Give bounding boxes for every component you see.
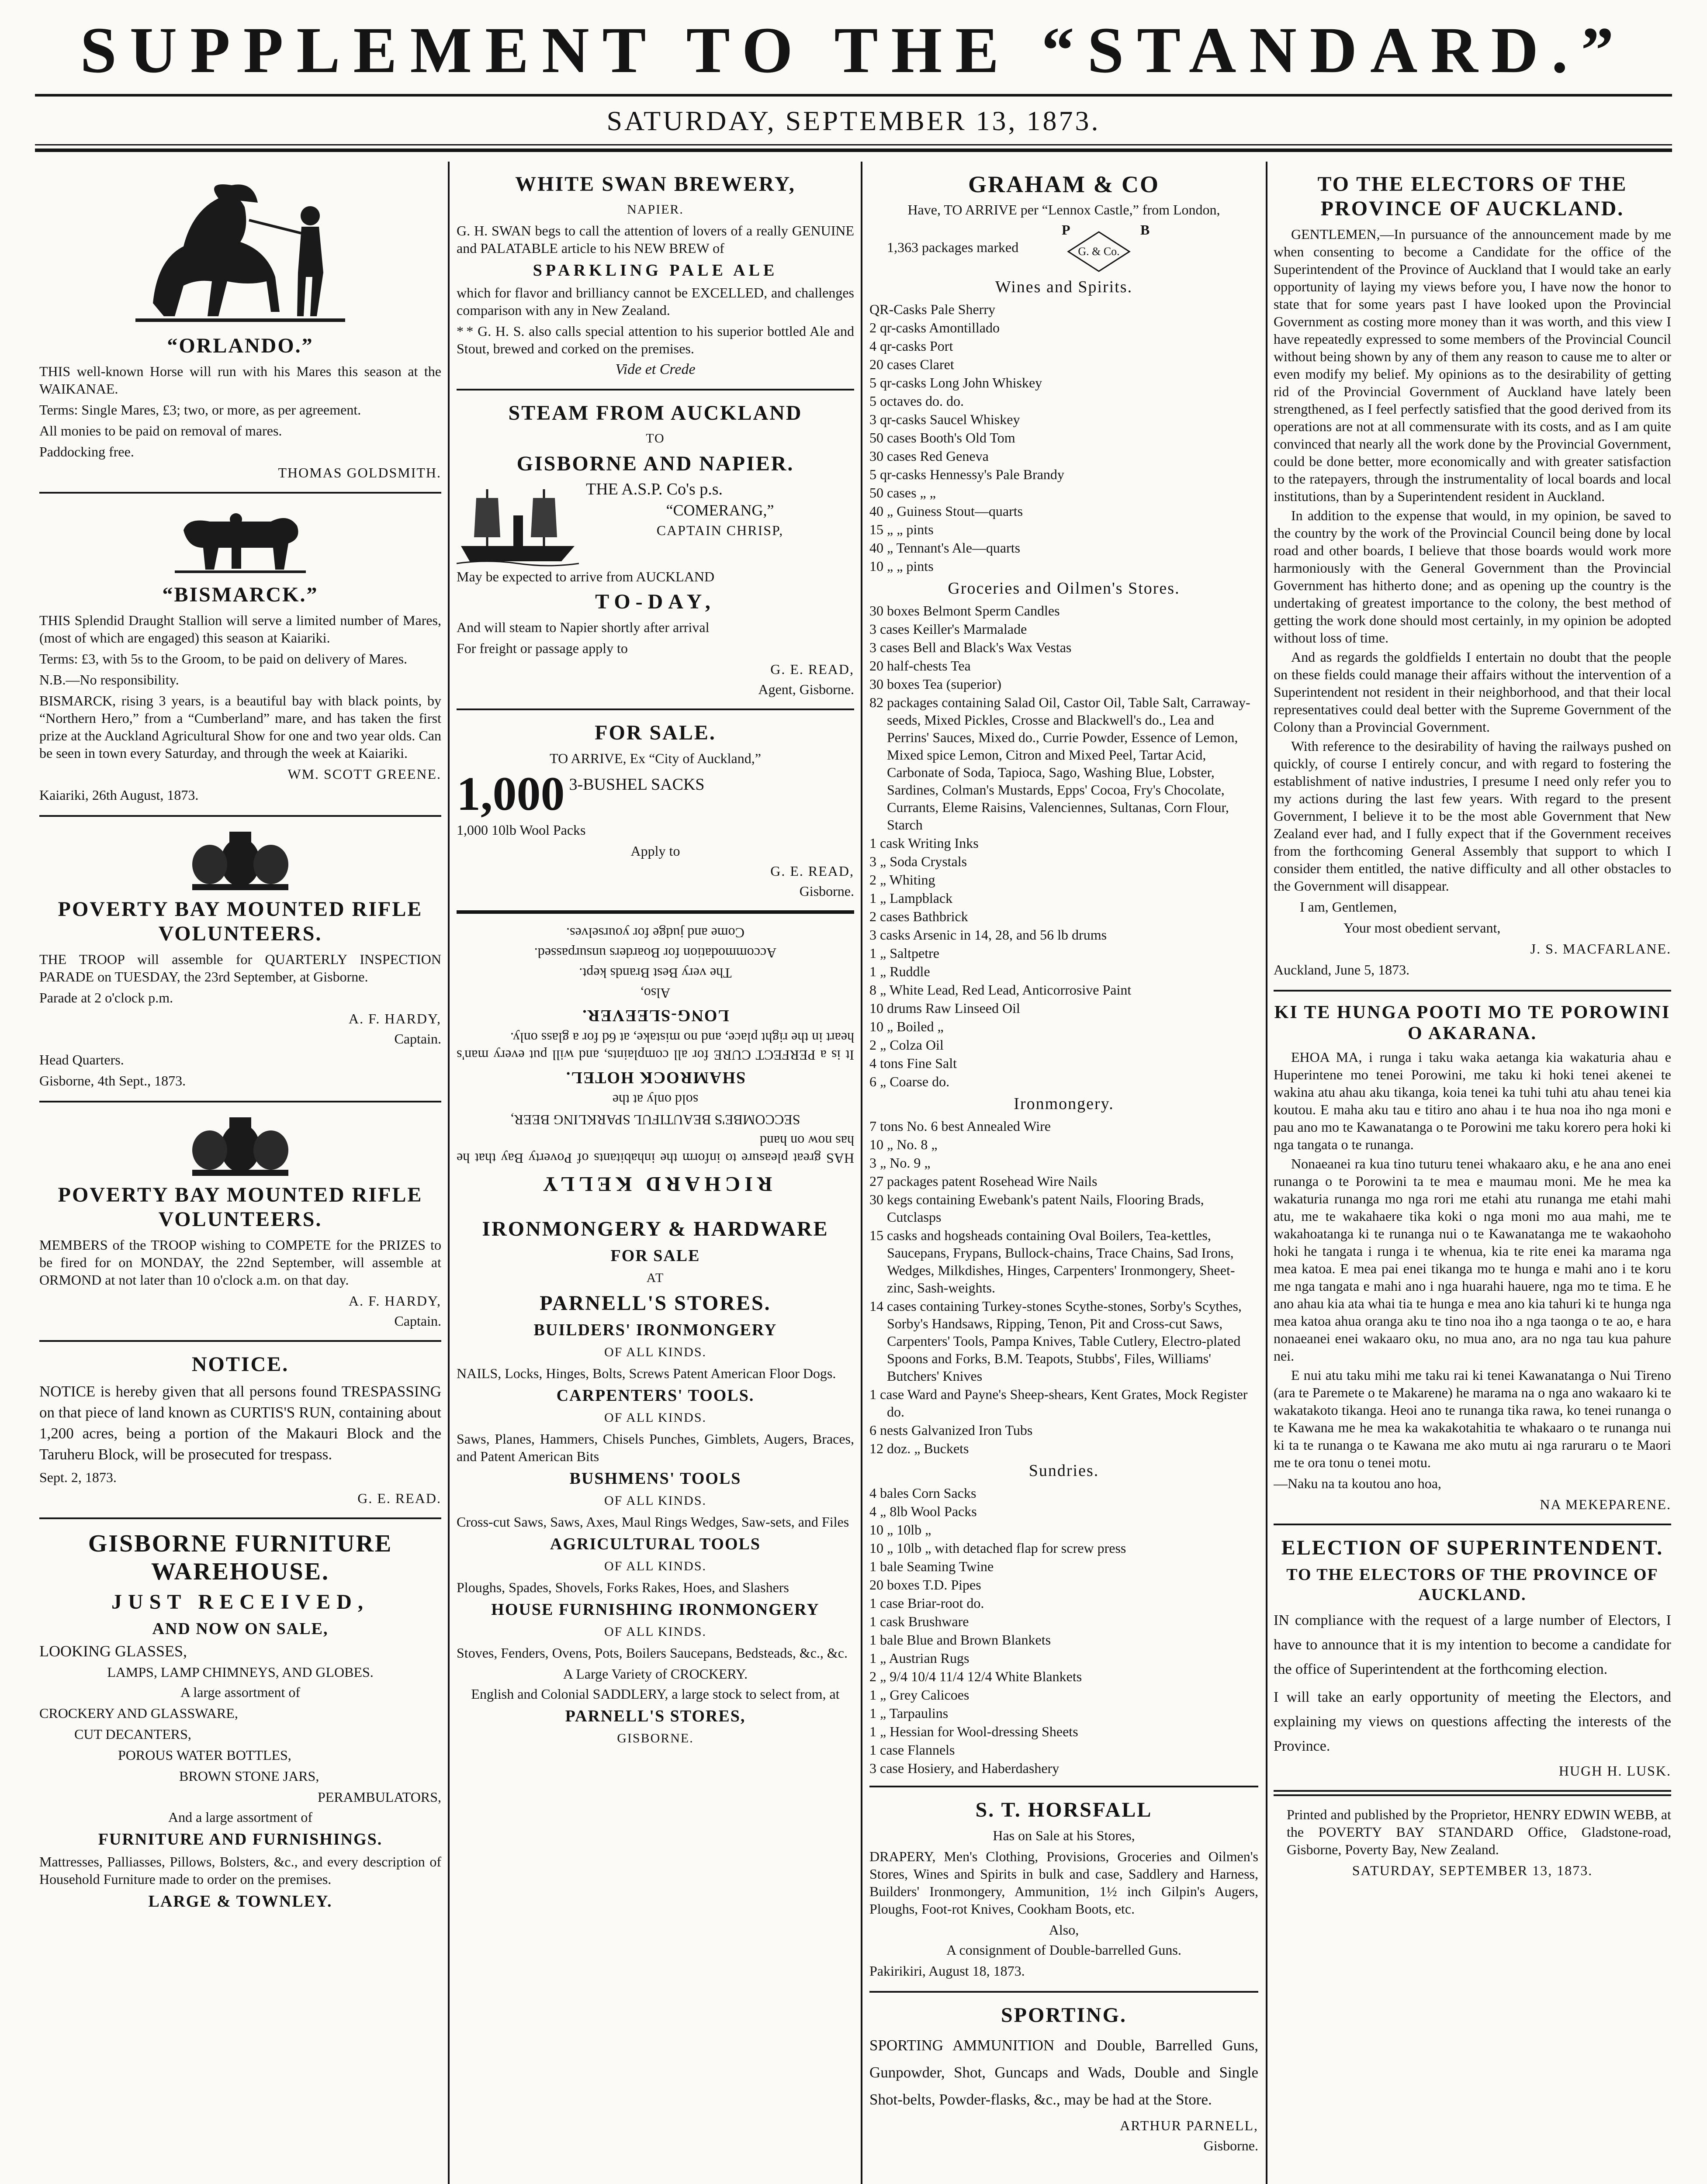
graham-list-item: 20 cases Claret — [869, 356, 954, 372]
rifles-prizes-ad — [39, 1102, 441, 1342]
furniture-line: CROCKERY AND GLASSWARE, — [39, 1705, 238, 1721]
orlando-ad — [39, 162, 441, 494]
horsfall-also: Also, — [1049, 1922, 1079, 1938]
imprint-date: SATURDAY, SEPTEMBER 13, 1873. — [1352, 1863, 1593, 1878]
election-ad — [1274, 1525, 1671, 1792]
election-title: ELECTION OF SUPERINTENDENT. — [1281, 1536, 1664, 1559]
brewery-title: WHITE SWAN BREWERY, — [515, 173, 796, 196]
furniture-line: LAMPS, LAMP CHIMNEYS, AND GLOBES. — [107, 1664, 374, 1680]
graham-mark: G. & Co. — [1078, 245, 1120, 258]
graham-list-item: 15 „ „ pints — [869, 522, 934, 537]
rifles-inspection-title: POVERTY BAY MOUNTED RIFLE VOLUNTEERS. — [58, 898, 423, 945]
election-paragraph: I will take an early opportunity of meeting the Electors, and explaining my views on questions affecting the interests of the Province. — [1274, 1689, 1671, 1754]
trespass-notice — [39, 1342, 441, 1519]
graham-list-item: 5 octaves do. do. — [869, 393, 964, 409]
sale-apply: Apply to — [630, 843, 680, 859]
graham-list-item: 3 „ Soda Crystals — [869, 854, 967, 869]
column-rule — [1266, 162, 1267, 2184]
graham-list-item: 50 cases „ „ — [869, 485, 936, 501]
graham-list-item: 1 „ Tarpaulins — [869, 1705, 949, 1721]
furniture-line: CUT DECANTERS, — [74, 1726, 191, 1742]
column-1 — [39, 162, 441, 2184]
bismarck-terms: Terms: £3, with 5s to the Groom, to be paid on delivery of Mares. — [39, 651, 408, 667]
graham-list-item: 2 „ Colza Oil — [869, 1037, 944, 1053]
parnell-heading: HOUSE FURNISHING IRONMONGERY — [491, 1600, 820, 1619]
graham-list-item: 1 „ Grey Calicoes — [869, 1687, 969, 1703]
graham-title: GRAHAM & CO — [968, 171, 1160, 197]
electors-place: Auckland, June 5, 1873. — [1274, 962, 1410, 978]
graham-list-item: 4 „ 8lb Wool Packs — [869, 1503, 977, 1519]
graham-list-item: 2 „ 9/4 10/4 11/4 12/4 White Blankets — [869, 1669, 1082, 1684]
sporting-signature: ARTHUR PARNELL, — [1120, 2118, 1258, 2133]
rifles-inspection-place: Gisborne, 4th Sept., 1873. — [39, 1073, 186, 1089]
graham-list-item: 3 casks Arsenic in 14, 28, and 56 lb drums — [869, 927, 1107, 943]
furniture-signature: LARGE & TOWNLEY. — [148, 1892, 332, 1911]
graham-list-item: 1 bale Seaming Twine — [869, 1559, 994, 1574]
date-rule-top — [35, 144, 1672, 145]
furniture-line: BROWN STONE JARS, — [179, 1768, 319, 1784]
furniture-line: Mattresses, Palliasses, Pillows, Bolsters, &c., and every description of Household Furniture made to order on the premises. — [39, 1854, 441, 1887]
rifles-prizes-signature: A. F. HARDY, — [349, 1293, 441, 1309]
graham-list-item: 27 packages patent Rosehead Wire Nails — [869, 1173, 1098, 1189]
kelly-sold: sold only at the — [612, 1092, 699, 1108]
sale-quantity: 1,000 — [457, 770, 565, 818]
graham-list-item: 20 half-chests Tea — [869, 658, 971, 674]
brewery-body-3: * * G. H. S. also calls special attention to his superior bottled Ale and Stout, brewed and corked on the premises. — [457, 323, 854, 356]
bismarck-nb: N.B.—No responsibility. — [39, 672, 179, 688]
sporting-place: Gisborne. — [1203, 2138, 1258, 2153]
rifles-inspection-signature: A. F. HARDY, — [349, 1011, 441, 1026]
graham-list-item: 2 cases Bathbrick — [869, 909, 968, 924]
kelly-hotel-ad-upside-down — [457, 912, 854, 1206]
horsfall-sub: Has on Sale at his Stores, — [993, 1828, 1135, 1843]
royal-arms-engraving — [184, 1113, 297, 1178]
graham-list-item: 14 cases containing Turkey-stones Scythe-stones, Sorby's Scythes, Sorby's Handsaws, Ripping, Tenon, Pit and Cross-cut Saws, Carpenters' Tools, Pampa Knives, Table Cutlery, Electro-plated Spoons and Forks, B.M. Teapots, Stubbs', Files, Williams' Butchers' Knives — [869, 1298, 1242, 1384]
maori-address — [1274, 992, 1671, 1525]
electors-paragraph: With reference to the desirability of having the railways pushed on quickly, of course I entirely concur, and with regard to fostering the establishment of native industries, I presume I need only refer you to my actions during the last few years. With regard to the present Government, I believe it to be the most able Government that New Zealand ever had, and I fully expect that if the Government receives from the forthcoming General Assembly that support to which I consider them entitled, the native difficulty and all other obstacles to the Government will disappear. — [1274, 738, 1671, 894]
orlando-signature: THOMAS GOLDSMITH. — [278, 465, 441, 480]
graham-list-item: 30 kegs containing Ewebank's patent Nails, Flooring Brads, Cutclasps — [869, 1192, 1204, 1225]
orlando-terms: Terms: Single Mares, £3; two, or more, as per agreement. — [39, 402, 361, 418]
graham-list-item: 5 qr-casks Long John Whiskey — [869, 375, 1042, 390]
kelly-accommodation: Accommodation for Boarders unsurpassed. — [534, 945, 777, 961]
graham-groceries-list — [869, 602, 1258, 1090]
graham-list-item: 40 „ Tennant's Ale—quarts — [869, 540, 1021, 556]
column-rule — [448, 162, 450, 2184]
maori-paragraph: Nonaeanei ra kua tino tuturu tenei whakaaro aku, e he ana ano enei runanga o te Porowini ta te mea e maumau moni. Me he mea ka wakaturia runanga mo nga rori me etahi atu runanga me etahi mahi atu, me te wakahaere tika koki o nga moni mo aua mahi, me te wakahoatanga ki te runanga nui o te Kawanatanga me te wakaohoho hoki he tangata i runga i te whenua, kia te rite enei ka marama nga mea katoa. E mea pai enei tikanga mo te hunga e mahi ano i te koru me nga tangata e mahi ano i nga huarahi hauere, nga mo te tima. E he ano ahau kia ata whai tia te hunga e mea ano kia tahuri ki te hunga nga mea katoa ahua oranga aku te tino noa iho a nga taonga o te ao, e hara nonaeanei enei wakaaro oku, no mua ano, ara no nga tau kua pahure nei. — [1274, 1156, 1671, 1364]
graham-list-item: 1 cask Brushware — [869, 1614, 969, 1629]
column-4 — [1274, 162, 1671, 2184]
brewery-body: G. H. SWAN begs to call the attention of lovers of a really GENUINE and PALATABLE article to his NEW BREW of — [457, 223, 854, 256]
furniture-title: GISBORNE FURNITURE WAREHOUSE. — [88, 1530, 393, 1585]
horsfall-guns: A consignment of Double-barrelled Guns. — [946, 1942, 1181, 1958]
brewery-place: NAPIER. — [627, 202, 684, 217]
graham-list-item: 10 „ „ pints — [869, 558, 934, 574]
furniture-line: A large assortment of — [180, 1684, 300, 1700]
graham-packages: 1,363 packages marked — [887, 239, 1019, 255]
parnell-stores: PARNELL'S STORES. — [540, 1292, 771, 1315]
horsfall-body: DRAPERY, Men's Clothing, Provisions, Groceries and Oilmen's Stores, Wines and Spirits in bulk and case, Saddlery and Harness, Builders' Ironmongery, Ammunition, 1½ inch Gilpin's Augers, Ploughs, Foot-rot Knives, Cookham Boots, etc. — [869, 1849, 1258, 1917]
horse-and-groom-engraving — [118, 172, 363, 329]
graham-list-item: 10 „ No. 8 „ — [869, 1137, 938, 1152]
parnell-heading: BUSHMENS' TOOLS — [569, 1469, 741, 1488]
graham-list-item: 8 „ White Lead, Red Lead, Anticorrosive Paint — [869, 982, 1132, 998]
rifles-inspection-ad — [39, 817, 441, 1102]
parnell-saddlery: English and Colonial SADDLERY, a large stock to select from, at — [471, 1686, 840, 1702]
graham-list-item: 12 doz. „ Buckets — [869, 1441, 969, 1456]
parnell-items: Ploughs, Spades, Shovels, Forks Rakes, Hoes, and Slashers — [457, 1579, 789, 1595]
parnell-kinds: OF ALL KINDS. — [604, 1559, 707, 1573]
graham-list-item: 50 cases Booth's Old Tom — [869, 430, 1015, 446]
bismarck-description: BISMARCK, rising 3 years, is a beautiful bay with black points, by “Northern Hero,” from a “Cumberland” mare, and has taken the first prize at the Auckland Agricultural Show for one and two year olds. Can be seen in town every Saturday, and through the week at Kaiariki. — [39, 693, 441, 761]
graham-ad — [869, 162, 1258, 1787]
electors-paragraph: GENTLEMEN,—In pursuance of the announcement made by me when consenting to become a Candidate for the office of the Superintendent of the Province of Auckland that I would take an early opportunity of laying my views before you, I have now the honor to state that for some years past I have looked upon the Provincial Government as costing more money than it was worth, and this view I have repeatedly expressed to some members of the Provincial Council without being shown by any of them any reason to cause me to alter or even modify my belief. My opinions as to the desirability of getting rid of the Provincial Government of Auckland have lately been strengthened, as I feel perfectly satisfied that the good derived from its operations are not at all commensurate with its costs, and as I am quite convinced that nearly all the work done by the Provincial Government, could be done better, more economically and with greater satisfaction to the ratepayers, through the instrumentality of local boards and local institutions, than by a Superintendent resident in Auckland. — [1274, 226, 1671, 504]
graham-list-item: 30 boxes Tea (superior) — [869, 676, 1001, 692]
graham-list-item: 40 „ Guiness Stout—quarts — [869, 503, 1023, 519]
parnell-title: IRONMONGERY & HARDWARE — [482, 1217, 829, 1241]
bismarck-title: “BISMARCK.” — [162, 583, 319, 606]
parnell-items: Stoves, Fenders, Ovens, Pots, Boilers Saucepans, Bedsteads, &c., &c. — [457, 1645, 848, 1661]
graham-list-item: 1 „ Austrian Rugs — [869, 1650, 969, 1666]
election-paragraph: IN compliance with the request of a large number of Electors, I have to announce that it is my intention to become a candidate for the office of Superintendent at the forthcoming election. — [1274, 1612, 1671, 1677]
graham-list-item: 4 bales Corn Sacks — [869, 1485, 976, 1501]
maori-signature: NA MEKEPARENE. — [1540, 1496, 1671, 1512]
furniture-received: JUST RECEIVED, — [111, 1590, 369, 1614]
issue-date: SATURDAY, SEPTEMBER 13, 1873. — [606, 105, 1101, 136]
graham-list-item: 6 „ Coarse do. — [869, 1074, 950, 1089]
steamer-line: May be expected to arrive from AUCKLAND — [457, 569, 715, 584]
parnell-heading: BUILDERS' IRONMONGERY — [533, 1321, 777, 1339]
horsfall-place: Pakirikiri, August 18, 1873. — [869, 1963, 1025, 1979]
graham-list-item: 10 „ Boiled „ — [869, 1019, 944, 1034]
steamer-today: TO-DAY, — [595, 590, 716, 613]
notice-signature: G. E. READ. — [357, 1490, 441, 1506]
macfarlane-address — [1274, 162, 1671, 992]
graham-mark-p: P — [1062, 222, 1070, 238]
graham-list-item: 3 case Hosiery, and Haberdashery — [869, 1760, 1060, 1776]
parnell-items: NAILS, Locks, Hinges, Bolts, Screws Patent American Floor Dogs. — [457, 1365, 836, 1381]
sale-place: Gisborne. — [799, 883, 854, 899]
graham-ironmongery-list — [869, 1117, 1258, 1457]
graham-list-item: 82 packages containing Salad Oil, Castor Oil, Table Salt, Carraway-seeds, Mixed Pickles, Crosse and Blackwell's do., Lea and Perrins' Sauces, Mixed do., Currie Powder, Essence of Lemon, Mixed spice Lemon, Citron and Mixed Peel, Tartar Acid, Carbonate of Soda, Tapioca, Sago, Washing Blue, Lobster, Sardines, Colman's Mustards, Epps' Cocoa, Fry's Chocolate, Currants, Eleme Raisins, Valenciennes, Sultanas, Corn Flour, Starch — [869, 695, 1250, 833]
royal-arms-engraving — [184, 827, 297, 893]
brewery-body-2: which for flavor and brilliancy cannot be EXCELLED, and challenges comparison with any in New Zealand. — [457, 285, 854, 318]
parnell-at: AT — [646, 1271, 665, 1285]
parnell-items: Cross-cut Saws, Saws, Axes, Maul Rings Wedges, Saw-sets, and Files — [457, 1514, 849, 1530]
graham-list-item: 6 nests Galvanized Iron Tubs — [869, 1422, 1033, 1438]
bismarck-place: Kaiariki, 26th August, 1873. — [39, 787, 199, 803]
orlando-title: “ORLANDO.” — [167, 334, 314, 357]
column-2 — [457, 162, 854, 2184]
graham-wines-list — [869, 301, 1258, 575]
furniture-line: LOOKING GLASSES, — [39, 1642, 187, 1660]
rifles-prizes-title: POVERTY BAY MOUNTED RIFLE VOLUNTEERS. — [58, 1183, 423, 1231]
kelly-come: Come and judge for yourselves. — [566, 925, 744, 941]
rifles-inspection-hq: Head Quarters. — [39, 1052, 124, 1068]
sale-sacks-line — [457, 770, 854, 818]
bismarck-ad — [39, 494, 441, 817]
graham-list-item: 3 „ No. 9 „ — [869, 1155, 931, 1171]
graham-list-item: 1 bale Blue and Brown Blankets — [869, 1632, 1051, 1648]
graham-groceries-heading: Groceries and Oilmen's Stores. — [948, 579, 1180, 598]
parnell-for-sale: FOR SALE — [610, 1247, 700, 1265]
sale-title: FOR SALE. — [595, 721, 716, 744]
graham-list-item: 1 cask Writing Inks — [869, 835, 979, 851]
parnell-heading: AGRICULTURAL TOOLS — [550, 1535, 761, 1553]
masthead: SUPPLEMENT TO THE “STANDARD.” — [80, 14, 1627, 86]
graham-list-item: 10 „ 10lb „ with detached flap for screw press — [869, 1540, 1126, 1556]
orlando-paddocking: Paddocking free. — [39, 444, 134, 460]
draught-horse-engraving — [170, 504, 310, 578]
electors-paragraph: And as regards the goldfields I entertain no doubt that the people on these fields could manage their affairs without the intervention of a Superintendent not resident in their neighborhood, and that their local representatives could deal better with the Supreme Government of the Colony than a Provincial Government. — [1274, 649, 1671, 735]
graham-list-item: 1 „ Ruddle — [869, 964, 930, 979]
furniture-line: PERAMBULATORS, — [317, 1789, 441, 1805]
notice-title: NOTICE. — [191, 1353, 289, 1376]
graham-list-item: 1 „ Saltpetre — [869, 945, 939, 961]
date-rule-bottom — [35, 149, 1672, 152]
parnell-kinds: OF ALL KINDS. — [604, 1410, 707, 1425]
steamer-title: STEAM FROM AUCKLAND — [508, 401, 803, 425]
electors-paragraph: In addition to the expense that would, in my opinion, be saved to the country by the work of the Provincial Council being done by local road and other boards, I believe that those boards would work more harmoniously with the General Government than the Provincial Government has hitherto done; and as opening up the country is the undertaking of greatest importance to the colony, the best method of getting the work done should most certainly, in my opinion be adopted without loss of time. — [1274, 508, 1671, 646]
graham-list-item: 1 case Briar-root do. — [869, 1595, 984, 1611]
maori-paragraph: E nui atu taku mihi me taku rai ki tenei Kawanatanga o Nui Tireno (ara te Paremete o te Makarene) he marama na o nga ano wakaaro ki te wakatakoto tikanga. Heoi ano te runanga tika rawa, ko tenei runanga o te Kawana me he mea ka wakakotahitia te whakaaro o te runanga nui ki ta te runanga o te Kawana me ako mutu ai nga raruraru o te Maori me te ora tonu o tenei motu. — [1274, 1367, 1671, 1470]
column-3 — [869, 162, 1258, 2184]
rifles-prizes-body: MEMBERS of the TROOP wishing to COMPETE for the PRIZES to be fired for on MONDAY, the 22nd September, will assemble at ORMOND at not later than 10 o'clock a.m. on that day. — [39, 1237, 441, 1288]
election-sub: TO THE ELECTORS OF THE PROVINCE OF AUCKLAND. — [1286, 1565, 1659, 1604]
orlando-monies: All monies to be paid on removal of mares. — [39, 423, 282, 439]
notice-body: NOTICE is hereby given that all persons found TRESPASSING on that piece of land known as CURTIS'S RUN, containing about 1,200 acres, being a portion of the Makauri Block and the Taruheru Block, will be prosecuted for trespass. — [39, 1383, 441, 1463]
graham-list-item: 5 qr-casks Hennessy's Pale Brandy — [869, 467, 1064, 482]
electors-close: I am, Gentlemen, — [1300, 899, 1397, 915]
kelly-name: RICHARD KELLY — [538, 1172, 772, 1196]
kelly-long-sleever: LONG-SLEEVER. — [582, 1006, 729, 1025]
graham-list-item: 1 „ Hessian for Wool-dressing Sheets — [869, 1724, 1078, 1739]
graham-list-item: 10 „ 10lb „ — [869, 1522, 931, 1538]
sacks-sale-ad — [457, 710, 854, 912]
steamer-to: TO — [646, 431, 665, 446]
graham-list-item: QR-Casks Pale Sherry — [869, 301, 995, 317]
sale-arrive: TO ARRIVE, Ex “City of Auckland,” — [550, 750, 761, 766]
maori-closing: —Naku na ta koutou ano hoa, — [1274, 1476, 1441, 1491]
brewery-motto: Vide et Crede — [615, 361, 696, 377]
orlando-body: THIS well-known Horse will run with his Mares this season at the WAIKANAE. — [39, 363, 441, 397]
steamship-engraving — [457, 480, 579, 568]
sale-wool: 1,000 10lb Wool Packs — [457, 822, 586, 838]
graham-list-item: 1 case Ward and Payne's Sheep-shears, Kent Grates, Mock Register do. — [869, 1386, 1248, 1420]
kelly-also: Also, — [640, 985, 671, 1001]
steamer-line: And will steam to Napier shortly after arrival — [457, 619, 710, 635]
electors-title: TO THE ELECTORS OF THE PROVINCE OF AUCKLAND. — [1317, 173, 1627, 220]
graham-sundries-list — [869, 1484, 1258, 1777]
imprint-body: Printed and published by the Proprietor, HENRY EDWIN WEBB, at the POVERTY BAY STANDARD Office, Gladstone-road, Gisborne, Poverty Bay, New Zealand. — [1287, 1807, 1671, 1857]
graham-list-item: 30 cases Red Geneva — [869, 448, 989, 464]
parnell-place: GISBORNE. — [617, 1731, 694, 1745]
rifles-inspection-rank: Captain. — [394, 1031, 441, 1047]
steamer-signature: G. E. READ, — [770, 661, 854, 677]
electors-signature: J. S. MACFARLANE. — [1530, 941, 1671, 957]
parnell-kinds: OF ALL KINDS. — [604, 1345, 707, 1359]
parnell-kinds: OF ALL KINDS. — [604, 1493, 707, 1508]
kelly-brands: The very Best Brands kept. — [579, 965, 732, 981]
parnell-stores-2: PARNELL'S STORES, — [565, 1707, 746, 1725]
maori-paragraph: EHOA MA, i runga i taku waka aetanga kia wakaturia ahau e Huperintene mo tenei Porowini, me taku ki hoki tenei akenei te wakina atu ahau aku tikanga, koia tenei ka tuhi tuhi atu ahau tenei kia koutou. E maha aku tau e titiro ano ahau i te hua noa iho nga moni e pau ano mo te Kawanatanga o te Porowini me taku korero pera hoki ki nga tangata o te runanga. — [1274, 1049, 1671, 1152]
graham-list-item: 2 qr-casks Amontillado — [869, 320, 1000, 335]
parnell-heading: CARPENTERS' TOOLS. — [556, 1386, 755, 1405]
masthead-rule — [35, 94, 1672, 97]
graham-list-item: 1 case Flannels — [869, 1742, 955, 1758]
bismarck-body: THIS Splendid Draught Stallion will serve a limited number of Mares, (most of which are engaged) this season at Kaiariki. — [39, 612, 441, 646]
steamer-line: CAPTAIN CHRISP, — [656, 522, 784, 538]
graham-list-item: 3 cases Bell and Black's Wax Vestas — [869, 639, 1072, 655]
graham-mark-b: B — [1140, 222, 1150, 238]
horsfall-title: S. T. HORSFALL — [975, 1798, 1153, 1821]
graham-list-item: 7 tons No. 6 best Annealed Wire — [869, 1118, 1051, 1134]
steamer-line: THE A.S.P. Co's p.s. — [586, 480, 723, 498]
graham-list-item: 2 „ Whiting — [869, 872, 935, 888]
parnell-crockery: A Large Variety of CROCKERY. — [563, 1666, 748, 1682]
sporting-title: SPORTING. — [1001, 2004, 1127, 2027]
graham-list-item: 4 qr-casks Port — [869, 338, 953, 354]
steamer-agent: Agent, Gisborne. — [758, 681, 854, 697]
graham-list-item: 4 tons Fine Salt — [869, 1055, 957, 1071]
steamer-line: “COMERANG,” — [666, 501, 774, 519]
furniture-line: POROUS WATER BOTTLES, — [118, 1747, 291, 1763]
graham-arrive: Have, TO ARRIVE per “Lennox Castle,” from London, — [907, 202, 1220, 218]
parnell-kinds: OF ALL KINDS. — [604, 1624, 707, 1639]
parnell-items: Saws, Planes, Hammers, Chisels Punches, Gimblets, Augers, Braces, and Patent American Bits — [457, 1431, 854, 1464]
bismarck-signature: WM. SCOTT GREENE. — [287, 766, 441, 782]
parnell-hardware-ad — [457, 1206, 854, 1757]
graham-list-item: 1 „ Lampblack — [869, 890, 953, 906]
steamer-line: For freight or passage apply to — [457, 640, 628, 656]
graham-wines-heading: Wines and Spirits. — [995, 278, 1133, 296]
furniture-line: And a large assortment of — [168, 1809, 312, 1825]
furniture-line: FURNITURE AND FURNISHINGS. — [98, 1830, 383, 1849]
graham-list-item: 20 boxes T.D. Pipes — [869, 1577, 981, 1593]
graham-list-item: 10 drums Raw Linseed Oil — [869, 1000, 1020, 1016]
notice-date: Sept. 2, 1873. — [39, 1469, 117, 1485]
graham-list-item: 3 qr-casks Saucel Whiskey — [869, 411, 1020, 427]
graham-list-item: 15 casks and hogsheads containing Oval Boilers, Tea-kettles, Saucepans, Frypans, Bullock-chains, Trace Chains, Sad Irons, Wedges, Milkdishes, Hinges, Carpenters' Ironmongery, Sheet-zinc, Sash-weights. — [869, 1227, 1235, 1296]
brewery-ad — [457, 162, 854, 390]
election-signature: HUGH H. LUSK. — [1558, 1763, 1671, 1779]
steamer-ad — [457, 390, 854, 710]
rifles-prizes-rank: Captain. — [394, 1313, 441, 1329]
kelly-body-2: It is a PERFECT CURE for all complaints, and will put every man's heart in the right place, and no mistake, at 6d for a glass only. — [457, 1030, 854, 1063]
kelly-beer: SECCOMBE'S BEAUTIFUL SPARKLING BEER, — [510, 1112, 800, 1128]
horsfall-ad — [869, 1787, 1258, 1993]
electors-close: Your most obedient servant, — [1343, 920, 1501, 936]
sporting-body: SPORTING AMMUNITION and Double, Barrelled Guns, Gunpowder, Shot, Guncaps and Wads, Double and Single Shot-belts, Powder-flasks, &c., may be had at the Store. — [869, 2037, 1258, 2108]
steamer-destination: GISBORNE AND NAPIER. — [516, 452, 794, 475]
graham-mark-line — [869, 221, 1258, 273]
graham-list-item: 30 boxes Belmont Sperm Candles — [869, 603, 1060, 619]
graham-list-item: 3 cases Keiller's Marmalade — [869, 621, 1027, 637]
maori-title: KI TE HUNGA POOTI MO TE POROWINI O AKARANA. — [1274, 1002, 1671, 1044]
rifles-inspection-parade: Parade at 2 o'clock p.m. — [39, 990, 173, 1006]
furniture-on-sale: AND NOW ON SALE, — [152, 1620, 329, 1638]
graham-sundries-heading: Sundries. — [1028, 1462, 1099, 1480]
kelly-body: HAS great pleasure to inform the inhabitants of Poverty Bay that he has now on hand — [457, 1133, 854, 1166]
sale-signature: G. E. READ, — [770, 863, 854, 879]
graham-ironmongery-heading: Ironmongery. — [1014, 1095, 1114, 1113]
rifles-inspection-body: THE TROOP will assemble for QUARTERLY INSPECTION PARADE on TUESDAY, the 23rd September, at Gisborne. — [39, 951, 441, 985]
furniture-warehouse-ad — [39, 1519, 441, 1923]
sporting-ad — [869, 1993, 1258, 2165]
brewery-ale: SPARKLING PALE ALE — [533, 261, 778, 280]
kelly-hotel: SHAMROCK HOTEL. — [565, 1068, 746, 1087]
imprint — [1274, 1794, 1671, 1890]
column-rule — [861, 162, 862, 2184]
sale-sacks: 3-BUSHEL SACKS — [569, 775, 705, 794]
